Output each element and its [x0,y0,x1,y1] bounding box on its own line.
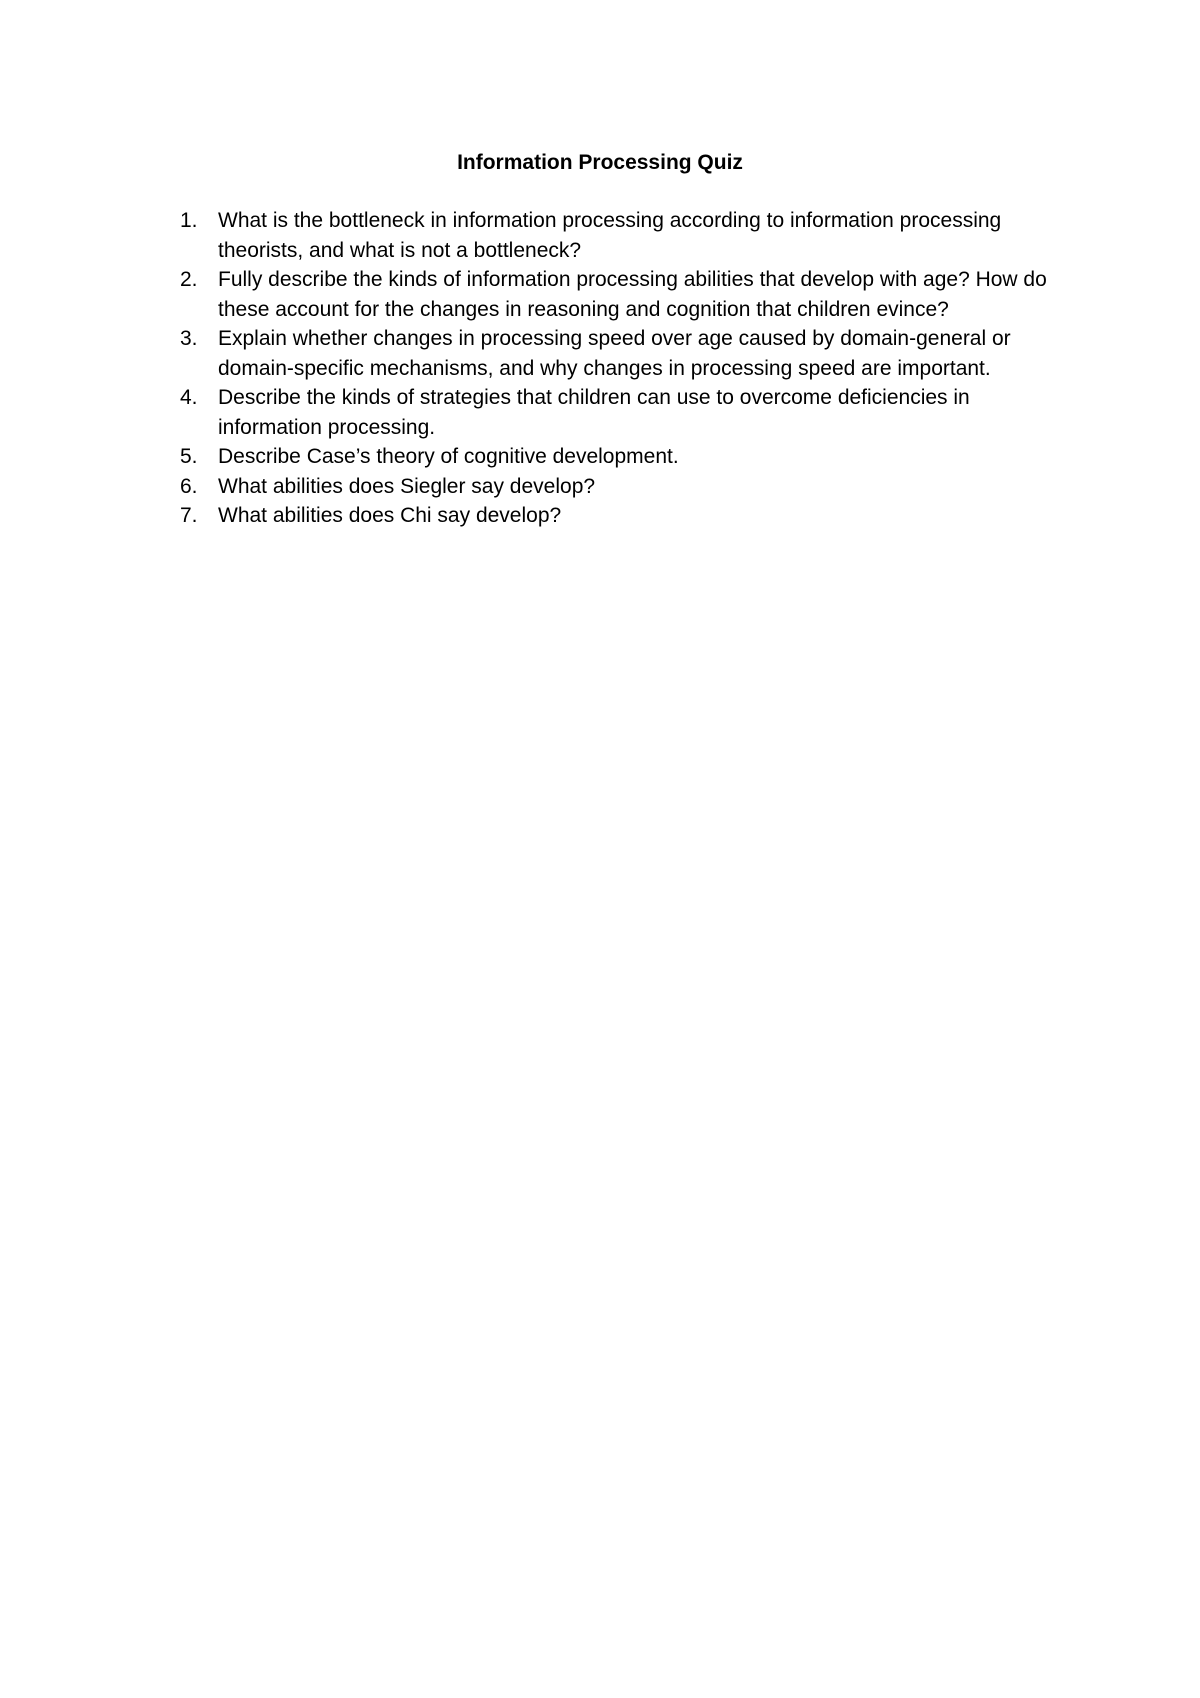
question-number: 2. [180,268,198,291]
page-title: Information Processing Quiz [457,151,743,174]
list-item [180,442,1060,472]
list-item [180,324,1060,383]
question-text: What abilities does Siegler say develop? [218,474,596,498]
list-item [180,501,1060,531]
question-number: 4. [180,386,198,409]
list-item [180,383,1060,442]
question-text: What is the bottleneck in information processing according to information processing theorists, and what is not a bottleneck? [218,209,1002,262]
question-number: 6. [180,474,198,498]
question-number: 1. [180,209,198,232]
question-text: Fully describe the kinds of information processing abilities that develop with age? How do these account for the changes in reasoning and cognition that children evince? [218,268,1047,321]
list-item [180,265,1060,324]
question-text: What abilities does Chi say develop? [218,504,562,527]
question-list [180,206,1060,531]
question-text: Explain whether changes in processing speed over age caused by domain-general or domain-specific mechanisms, and why changes in processing speed are important. [218,327,1011,380]
list-item [180,472,1060,502]
question-number: 3. [180,327,198,350]
question-text: Describe the kinds of strategies that children can use to overcome deficiencies in information processing. [218,386,970,439]
question-number: 7. [180,504,198,527]
question-number: 5. [180,445,198,468]
question-text: Describe Case’s theory of cognitive development. [218,445,679,468]
list-item [180,206,1060,265]
